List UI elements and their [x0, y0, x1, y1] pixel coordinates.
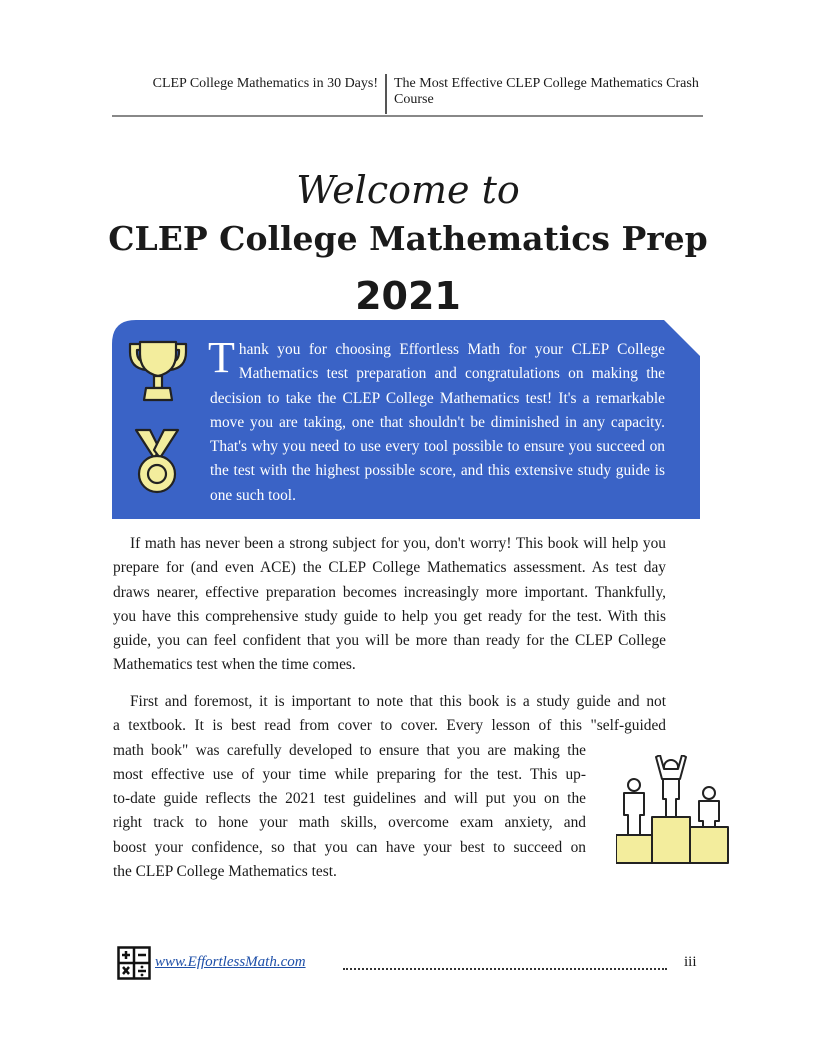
footer-leader-dots [343, 968, 667, 970]
paragraph-2-line: math book" was carefully developed to ensure that you are making the [113, 741, 586, 759]
body-paragraph-1: If math has never been a strong subject for you, don't worry! This book will help you prepare for (and even ACE) the CLEP College Mathematics assessment. As test day draws nearer, effective preparation becomes increasingly more important. Thankfully, you have this comprehensive study guide to help you get ready for the test. With this guide, you can feel confident that you will be more than ready for the CLEP College Mathematics test when the time comes. [113, 535, 666, 674]
calculator-icon [117, 946, 151, 980]
welcome-heading: Welcome to [296, 168, 520, 212]
paragraph-2-line: the CLEP College Mathematics test. [113, 863, 337, 881]
header-rule [112, 115, 703, 117]
callout-text [208, 333, 665, 508]
paragraph-2-line: boost your confidence, so that you can have your best to succeed on [113, 838, 586, 856]
year-heading: 2021 [355, 274, 461, 318]
header-right-title: The Most Effective CLEP College Mathematics Crash Course [394, 76, 699, 107]
paragraph-2-line: most effective use of your time while preparing for the test. This up- [113, 765, 586, 783]
body-paragraph-2 [113, 690, 666, 884]
welcome-callout [112, 320, 700, 519]
paragraph-2-line: to-date guide reflects the 2021 test guidelines and will put you on the [113, 790, 586, 808]
page-title: CLEP College Mathematics Prep [108, 219, 708, 258]
page-number: iii [684, 954, 697, 970]
paragraph-2-line: right track to hone your math skills, overcome exam anxiety, and [113, 814, 586, 832]
paragraph-2-line: a textbook. It is best read from cover to cover. Every lesson of this "self-guided [113, 717, 666, 735]
callout-body: hank you for choosing Effortless Math for your CLEP College Mathematics test preparation and congratulations on making the decision to take the CLEP College Mathematics test! It's a remarkable move you are taking, one that shouldn't be diminished in any capacity. That's why you need to use every tool possible to ensure you succeed on the test with the highest possible score, and this extensive study guide is one such tool. [210, 341, 665, 504]
podium-icon [616, 755, 730, 865]
medal-icon [132, 428, 182, 496]
callout-dropcap: T [208, 333, 235, 382]
header-left-title: CLEP College Mathematics in 30 Days! [152, 76, 378, 91]
trophy-icon [126, 338, 190, 406]
paragraph-2-line: First and foremost, it is important to note that this book is a study guide and not [130, 693, 666, 710]
website-link[interactable]: www.EffortlessMath.com [155, 954, 306, 970]
header-divider [385, 74, 387, 114]
running-header [112, 76, 703, 116]
